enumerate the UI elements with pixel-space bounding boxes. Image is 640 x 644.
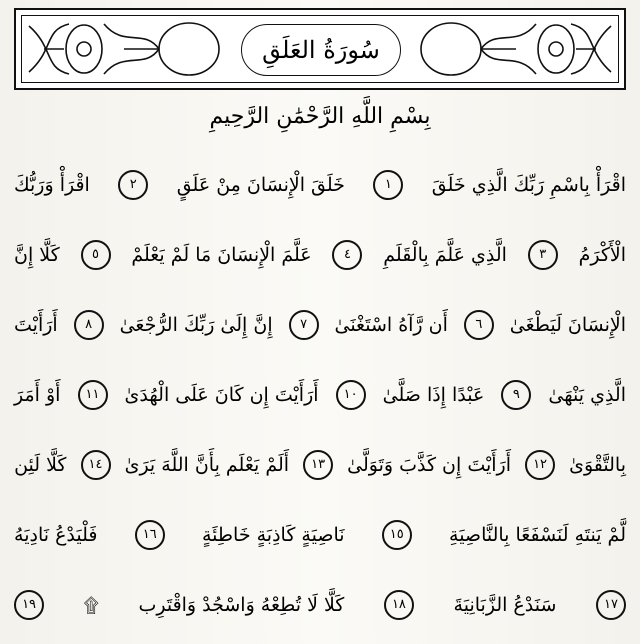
sajda-icon: ۩ <box>83 593 99 617</box>
verse-text: أَرَأَيْتَ إِن كَانَ عَلَى الْهُدَىٰ <box>124 384 319 406</box>
text-line <box>14 585 626 625</box>
ayah-number-marker: ١ <box>373 170 403 200</box>
verse-text: الْإِنسَانَ لَيَطْغَىٰ <box>509 314 626 336</box>
ayah-number-marker: ٣ <box>528 240 558 270</box>
basmala: بِسْمِ اللَّهِ الرَّحْمَٰنِ الرَّحِيمِ <box>209 104 431 129</box>
verse-text: اقْرَأْ بِاسْمِ رَبِّكَ الَّذِي خَلَقَ <box>431 174 626 196</box>
ayah-number-marker: ٦ <box>464 310 494 340</box>
verse-text: كَلَّا لَئِن <box>14 454 67 476</box>
verse-text: فَلْيَدْعُ نَادِيَهُ <box>14 524 98 546</box>
verse-text: إِنَّ إِلَىٰ رَبِّكَ الرُّجْعَىٰ <box>119 314 273 336</box>
text-line <box>14 445 626 485</box>
verse-text: عَلَّمَ الْإِنسَانَ مَا لَمْ يَعْلَمْ <box>131 244 312 266</box>
ayah-number-marker: ٧ <box>289 310 319 340</box>
surah-title-cartouche <box>241 24 401 76</box>
verse-text: أَوْ أَمَرَ <box>14 384 61 406</box>
ayah-number-marker: ٩ <box>501 380 531 410</box>
text-line <box>14 165 626 205</box>
ayah-number-marker: ١٢ <box>525 450 555 480</box>
verse-text: سَنَدْعُ الزَّبَانِيَةَ <box>453 594 557 616</box>
verse-text: لَّمْ يَنتَهِ لَنَسْفَعًا بِالنَّاصِيَةِ <box>449 524 626 546</box>
verse-text: كَلَّا إِنَّ <box>14 244 60 266</box>
ayah-number-marker: ٤ <box>332 240 362 270</box>
arabesque-ornament-left <box>24 18 224 80</box>
verse-text: أَرَأَيْتَ <box>14 314 58 336</box>
verse-text: الَّذِي يَنْهَىٰ <box>548 384 626 406</box>
verse-text: الَّذِي عَلَّمَ بِالْقَلَمِ <box>383 244 507 266</box>
ayah-number-marker: ١٤ <box>81 450 111 480</box>
verse-text: أَن رَّآهُ اسْتَغْنَىٰ <box>334 314 448 336</box>
ayah-number-marker: ٨ <box>74 310 104 340</box>
verse-text: أَلَمْ يَعْلَم بِأَنَّ اللَّهَ يَرَىٰ <box>124 454 290 476</box>
ayah-number-marker: ١٠ <box>336 380 366 410</box>
text-line <box>14 305 626 345</box>
verse-text: الْأَكْرَمُ <box>578 244 626 266</box>
text-line <box>14 515 626 555</box>
verse-text: أَرَأَيْتَ إِن كَذَّبَ وَتَوَلَّىٰ <box>347 454 511 476</box>
text-line <box>14 375 626 415</box>
verse-text: اقْرَأْ وَرَبُّكَ <box>14 174 90 196</box>
ayah-number-marker: ١٥ <box>382 520 412 550</box>
verse-text: نَاصِيَةٍ كَاذِبَةٍ خَاطِئَةٍ <box>201 524 345 546</box>
ayah-number-marker: ٥ <box>81 240 111 270</box>
ayah-number-marker: ١٦ <box>135 520 165 550</box>
verse-text: عَبْدًا إِذَا صَلَّىٰ <box>382 384 485 406</box>
ayah-number-marker: ١١ <box>78 380 108 410</box>
ayah-number-marker: ١٨ <box>384 590 414 620</box>
ayah-number-marker: ١٩ <box>14 590 44 620</box>
ayah-number-marker: ١٧ <box>596 590 626 620</box>
ayah-number-marker: ٢ <box>118 170 148 200</box>
surah-title: سُورَةُ العَلَقِ <box>262 36 380 64</box>
surah-header-frame <box>14 8 626 90</box>
ayah-number-marker: ١٣ <box>303 450 333 480</box>
verse-text: بِالتَّقْوَىٰ <box>569 454 626 476</box>
arabesque-ornament-right <box>416 18 616 80</box>
verse-text: خَلَقَ الْإِنسَانَ مِنْ عَلَقٍ <box>176 174 345 196</box>
verse-text: كَلَّا لَا تُطِعْهُ وَاسْجُدْ وَاقْتَرِب <box>138 594 345 616</box>
text-line <box>14 235 626 275</box>
